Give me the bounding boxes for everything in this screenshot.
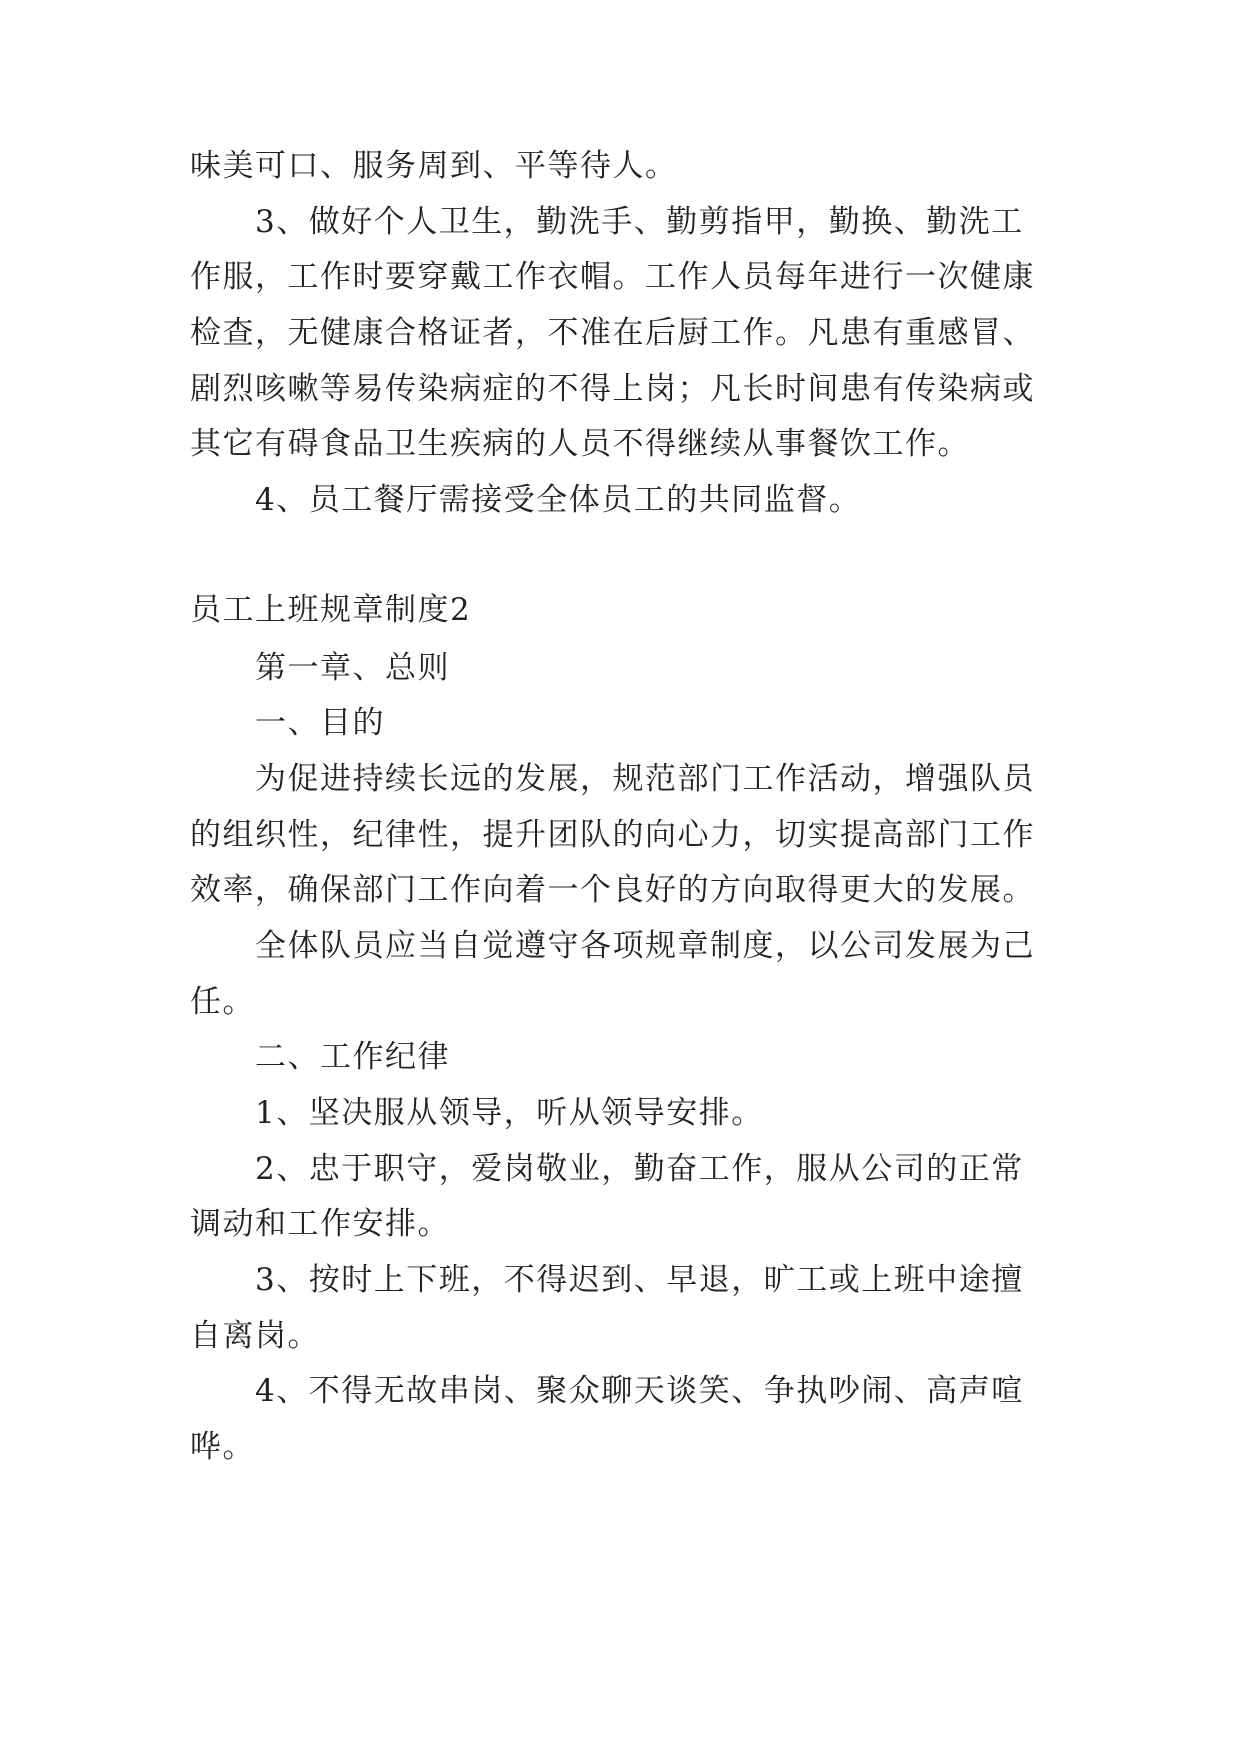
paragraph-line: 作服，工作时要穿戴工作衣帽。工作人员每年进行一次健康 (190, 259, 1035, 295)
paragraph-line: 任。 (190, 984, 255, 1020)
section-title: 员工上班规章制度2 (190, 592, 472, 628)
paragraph-line: 4、不得无故串岗、聚众聊天谈笑、争执吵闹、高声喧 (255, 1373, 1024, 1409)
paragraph-line: 调动和工作安排。 (190, 1206, 450, 1242)
paragraph-line: 其它有碍食品卫生疾病的人员不得继续从事餐饮工作。 (190, 426, 970, 462)
paragraph-line: 3、做好个人卫生，勤洗手、勤剪指甲，勤换、勤洗工 (255, 204, 1024, 240)
paragraph-line: 的组织性，纪律性，提升团队的向心力，切实提高部门工作 (190, 817, 1035, 853)
paragraph-line: 效率，确保部门工作向着一个良好的方向取得更大的发展。 (190, 872, 1035, 908)
paragraph-line: 4、员工餐厅需接受全体员工的共同监督。 (255, 482, 862, 518)
paragraph-line: 为促进持续长远的发展，规范部门工作活动，增强队员 (255, 761, 1035, 797)
paragraph-line: 1、坚决服从领导，听从领导安排。 (255, 1095, 764, 1131)
paragraph-line: 全体队员应当自觉遵守各项规章制度，以公司发展为己 (255, 928, 1035, 964)
paragraph-line: 检查，无健康合格证者，不准在后厨工作。凡患有重感冒、 (190, 315, 1035, 351)
subsection-heading: 一、目的 (255, 705, 385, 741)
paragraph-line: 哗。 (190, 1429, 255, 1465)
chapter-heading: 第一章、总则 (255, 650, 450, 686)
paragraph-line: 2、忠于职守，爱岗敬业，勤奋工作，服从公司的正常 (255, 1151, 1024, 1187)
paragraph-line: 味美可口、服务周到、平等待人。 (190, 148, 678, 184)
paragraph-line: 自离岗。 (190, 1318, 320, 1354)
subsection-heading: 二、工作纪律 (255, 1039, 450, 1075)
paragraph-line: 3、按时上下班，不得迟到、早退，旷工或上班中途擅 (255, 1262, 1024, 1298)
paragraph-line: 剧烈咳嗽等易传染病症的不得上岗；凡长时间患有传染病或 (190, 371, 1035, 407)
